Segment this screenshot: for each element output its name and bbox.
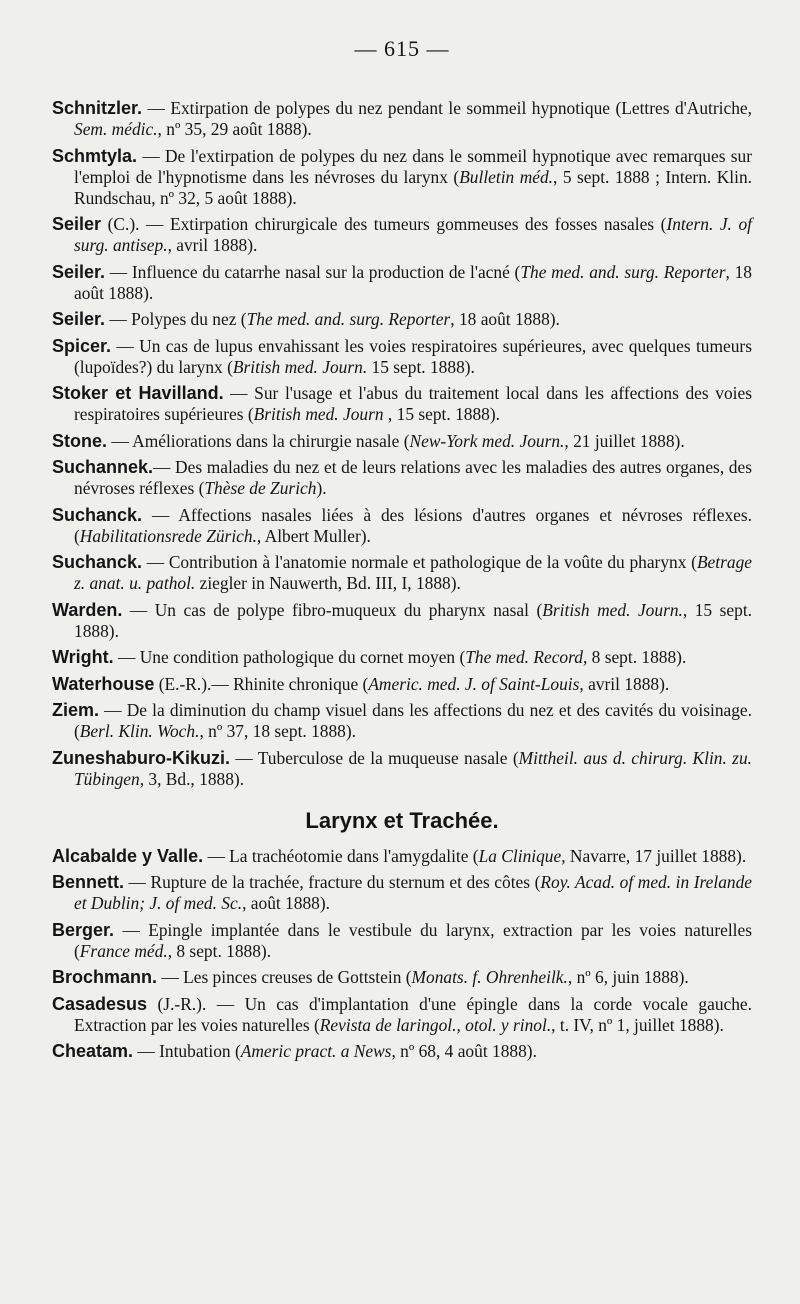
entry-text: — Un cas de lupus envahissant les voies respiratoires supérieures, avec quelques tumeurs (lupoïdes?) du larynx (: [74, 335, 752, 377]
entry-author: Seiler.: [52, 261, 106, 282]
entry-source: Berl. Klin. Woch.: [79, 721, 200, 741]
entry-author: Suchannek.: [52, 457, 154, 477]
entry-source: Bulletin méd.: [459, 166, 554, 187]
entry-source: La Clinique: [478, 845, 562, 866]
entry-source: Americ. med. J. of Saint-Louis: [368, 673, 580, 694]
entry-author: Berger.: [52, 919, 115, 940]
bibliography-list-1: [52, 98, 752, 790]
entry-author: Schmtyla.: [52, 145, 138, 166]
entry-author: Suchanck.: [52, 504, 143, 525]
entry-source: Americ pract. a News: [240, 1041, 392, 1061]
entry-text: — Intubation (: [133, 1041, 241, 1061]
entry-text: — Influence du catarrhe nasal sur la production de l'acné (: [105, 261, 521, 282]
entry-source: British med. Journ.: [232, 356, 368, 377]
entry-text: , 15 sept. 1888).: [74, 599, 752, 641]
entry-text: — Contribution à l'anatomie normale et pathologique de la voûte du pharynx (: [142, 552, 697, 572]
entry-text: , août 1888).: [242, 893, 330, 913]
bibliography-entry: [52, 647, 752, 668]
bibliography-entry: [52, 336, 752, 378]
entry-text: , nº 37, 18 sept. 1888).: [199, 721, 357, 741]
bibliography-entry: [52, 994, 752, 1036]
section-heading: Larynx et Trachée.: [305, 807, 499, 833]
entry-text: , nº 6, juin 1888).: [567, 967, 689, 987]
bibliography-entry: [52, 674, 752, 695]
bibliography-entry: [52, 920, 752, 962]
entry-author: Schnitzler.: [52, 98, 143, 118]
bibliography-entry: [52, 872, 752, 914]
entry-author: Waterhouse: [52, 673, 155, 694]
entry-text: — Affections nasales liées à des lésions d'autres organes et névroses réflexes. (: [74, 504, 752, 546]
entry-text: , avril 1888).: [579, 673, 670, 694]
page-number: — 615 —: [354, 36, 450, 61]
entry-author: Alcabalde y Valle.: [52, 845, 204, 866]
entry-author: Stoker et Havilland.: [52, 383, 224, 403]
entry-text: — Des maladies du nez et de leurs relations avec les maladies des autres organes, des névroses réflexes (: [74, 457, 752, 498]
entry-source: Roy. Acad. of med. in Irelande et Dublin; J. of med. Sc.: [74, 872, 753, 913]
bibliography-entry: [52, 505, 752, 547]
entry-author: Wright.: [52, 647, 114, 667]
entry-text: , Navarre, 17 juillet 1888).: [561, 845, 747, 866]
entry-source: Thèse de Zurich: [204, 478, 317, 498]
bibliography-entry: [52, 146, 752, 209]
entry-author: Spicer.: [52, 335, 112, 356]
entry-author: Seiler.: [52, 309, 106, 329]
entry-author: Brochmann.: [52, 967, 158, 987]
entry-source: Monats. f. Ohrenheilk.: [411, 967, 568, 987]
bibliography-list-2: [52, 846, 752, 1063]
entry-text: — Améliorations dans la chirurgie nasale (: [107, 430, 410, 451]
entry-author: Warden.: [52, 599, 123, 620]
entry-text: , 18 août 1888).: [74, 261, 752, 303]
entry-source: Mittheil. aus d. chirurg. Klin. zu. Tübingen: [74, 747, 752, 789]
bibliography-entry: [52, 748, 752, 790]
entry-text: , t. IV, nº 1, juillet 1888).: [551, 1014, 724, 1035]
bibliography-entry: [52, 309, 752, 330]
bibliography-entry: [52, 600, 752, 642]
entry-source: British med. Journ: [253, 404, 384, 424]
entry-text: — Sur l'usage et l'abus du traitement local dans les affections des voies respiratoires supérieures (: [74, 383, 752, 424]
entry-text: — Un cas de polype fibro-muqueux du pharynx nasal (: [122, 599, 543, 620]
entry-source: The med. and. surg. Reporter: [520, 261, 726, 282]
entry-author: Cheatam.: [52, 1041, 134, 1061]
bibliography-entry: [52, 552, 752, 594]
entry-text: (J.-R.). — Un cas d'implantation d'une épingle dans la corde vocale gauche. Extraction par les voies naturelles (: [74, 993, 752, 1035]
bibliography-entry: [52, 700, 752, 742]
bibliography-entry: [52, 846, 752, 867]
entry-text: — De l'extirpation de polypes du nez dans le sommeil hypnotique avec remarques sur l'emploi de l'hypnotisme dans les névroses du larynx (: [74, 145, 752, 187]
entry-text: — Les pinces creuses de Gottstein (: [157, 967, 412, 987]
entry-text: , 8 sept. 1888).: [582, 647, 687, 667]
entry-source: British med. Journ.: [542, 599, 683, 620]
entry-text: ziegler in Nauwerth, Bd. III, I, 1888).: [195, 573, 461, 593]
entry-source: Betrage z. anat. u. pathol.: [74, 552, 752, 593]
bibliography-entry: [52, 262, 752, 304]
entry-text: , 15 sept. 1888).: [383, 404, 500, 424]
entry-author: Stone.: [52, 430, 108, 451]
entry-source: Intern. J. of surg. antisep.: [74, 214, 752, 255]
entry-source: The med. and. surg. Reporter: [246, 309, 451, 329]
entry-source: France méd.: [79, 940, 168, 961]
entry-text: — La trachéotomie dans l'amygdalite (: [203, 845, 479, 866]
bibliography-entry: [52, 431, 752, 452]
entry-text: — Polypes du nez (: [105, 309, 247, 329]
entry-author: Ziem.: [52, 700, 100, 720]
entry-text: , 5 sept. 1888 ; Intern. Klin. Rundschau, nº 32, 5 août 1888).: [74, 166, 752, 208]
entry-text: — Tuberculose de la muqueuse nasale (: [230, 747, 519, 768]
entry-text: 15 sept. 1888).: [367, 356, 475, 377]
entry-text: — Epingle implantée dans le vestibule du larynx, extraction par les voies naturelles (: [74, 919, 752, 961]
entry-text: — Une condition pathologique du cornet moyen (: [113, 647, 466, 667]
bibliography-entry: [52, 1041, 752, 1062]
entry-text: , nº 35, 29 août 1888).: [157, 119, 312, 139]
entry-source: New-York med. Journ.: [409, 430, 565, 451]
entry-source: Sem. médic.: [74, 119, 158, 139]
entry-author: Suchanck.: [52, 552, 143, 572]
entry-text: , Albert Muller).: [256, 525, 371, 546]
entry-text: (E.-R.).— Rhinite chronique (: [154, 673, 369, 694]
entry-text: , nº 68, 4 août 1888).: [391, 1041, 537, 1061]
entry-text: — De la diminution du champ visuel dans les affections du nez et des cavités du voisinage. (: [74, 700, 752, 741]
bibliography-entry: [52, 967, 752, 988]
entry-text: (C.). — Extirpation chirurgicale des tumeurs gommeuses des fosses nasales (: [101, 214, 667, 234]
entry-text: , 18 août 1888).: [450, 309, 560, 329]
entry-source: Revista de laringol., otol. y rinol.: [319, 1014, 552, 1035]
bibliography-entry: [52, 383, 752, 425]
bibliography-entry: [52, 98, 752, 140]
entry-author: Zuneshaburo-Kikuzi.: [52, 747, 231, 768]
entry-text: , avril 1888).: [167, 235, 258, 255]
entry-author: Bennett.: [52, 872, 124, 892]
entry-author: Casadesus: [52, 993, 148, 1014]
entry-text: , 3, Bd., 1888).: [139, 768, 245, 789]
entry-text: — Extirpation de polypes du nez pendant le sommeil hypnotique (Lettres d'Autriche,: [142, 98, 752, 118]
entry-text: , 8 sept. 1888).: [167, 940, 272, 961]
entry-author: Seiler: [52, 214, 102, 234]
entry-source: Habilitationsrede Zürich.: [79, 525, 257, 546]
bibliography-entry: [52, 457, 752, 499]
bibliography-entry: [52, 214, 752, 256]
entry-text: , 21 juillet 1888).: [564, 430, 685, 451]
entry-text: — Rupture de la trachée, fracture du sternum et des côtes (: [124, 872, 541, 892]
entry-text: ).: [316, 478, 327, 498]
entry-source: The med. Record: [465, 647, 583, 667]
